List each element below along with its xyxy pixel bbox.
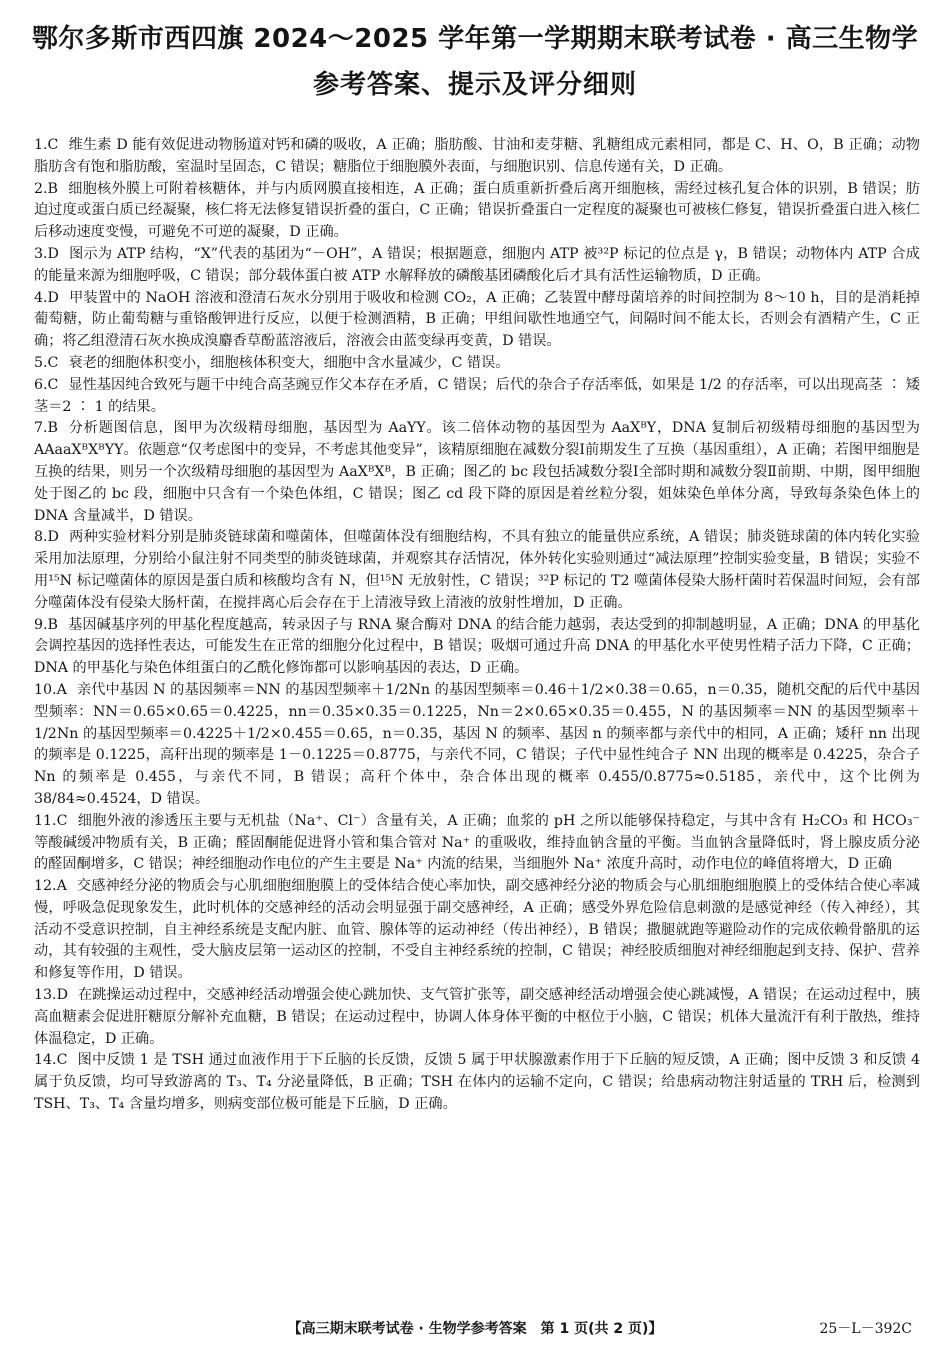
answer-key: C bbox=[47, 137, 59, 153]
answer-number: 10. bbox=[34, 681, 57, 698]
answer-explanation: 亲代中基因 N 的基因频率＝NN 的基因型频率＋1/2Nn 的基因型频率＝0.46＋1/2×0.38＝0.65，n＝0.35，随机交配的后代中基因型频率：NN＝0.65×0.65＝0.4225，nn＝0.35×0.35＝0.1225，Nn＝2×0.65×0.35＝0.455，N 的基因频率＝NN 的基因型频率＋1/2Nn 的基因型频率＝0.4225＋1/2×0.455＝0.65，n＝0.35，基因 N 的频率、基因 n 的频率都与亲代中的相同，A 正确；矮秆 nn 出现的频率是 0.1225，高秆出现的频率是 1－0.1225＝0.8775，与亲代不同，C 错误；子代中显性纯合子 NN 出现的概率是 0.4225，杂合子 Nn 的频率是 0.455，与亲代不同，B 错误；高秆个体中，杂合体出现的概率 0.455/0.8775≈0.5185，亲代中，这个比例为 38/84≈0.4524，D 错误。 bbox=[34, 681, 920, 807]
answer-item bbox=[34, 811, 920, 876]
answer-explanation: 甲装置中的 NaOH 溶液和澄清石灰水分别用于吸收和检测 CO₂，A 正确；乙装置中酵母菌培养的时间控制为 8～10 h，目的是消耗掉葡萄糖，防止葡萄糖与重铬酸钾进行反应，以便于检测酒精，B 正确；甲组间歇性地通空气，间隔时间不能太长，否则会有酒精产生，C 正确；将乙组澄清石灰水换成溴麝香草酚蓝溶液后，溶液会由蓝变绿再变黄，D 错误。 bbox=[34, 289, 920, 350]
answer-item bbox=[34, 179, 920, 244]
footer-page-label: 【高三期末联考试卷 · 生物学参考答案 第 1 页(共 2 页)】 bbox=[287, 1321, 663, 1337]
answer-explanation: 两种实验材料分别是肺炎链球菌和噬菌体，但噬菌体没有细胞结构，不具有独立的能量供应系统，A 错误；肺炎链球菌的体内转化实验采用加法原理，分别给小鼠注射不同类型的肺炎链球菌，并观察其存活情况，体外转化实验则通过“减法原理”控制实验变量，B 错误；实验不用¹⁵N 标记噬菌体的原因是蛋白质和核酸均含有 N，但¹⁵N 无放射性，C 错误；³²P 标记的 T2 噬菌体侵染大肠杆菌时若保温时间短，会有部分噬菌体没有侵染大肠杆菌，在搅拌离心后会存在于上清液导致上清液的放射性增加，D 正确。 bbox=[34, 529, 920, 611]
answer-item bbox=[34, 680, 920, 811]
answer-number: 13. bbox=[34, 987, 57, 1004]
answer-key: D bbox=[47, 289, 59, 306]
answer-number: 8. bbox=[34, 529, 48, 546]
answer-explanation: 基因碱基序列的甲基化程度越高，转录因子与 RNA 聚合酶对 DNA 的结合能力越弱，表达受到的抑制越明显，A 正确；DNA 的甲基化会调控基因的选择性表达，可能发生在正常的细胞分化过程中，B 错误；吸烟可通过升高 DNA 的甲基化水平使男性精子活力下降，C 正确；DNA 的甲基化与染色体组蛋白的乙酰化修饰都可以影响基因的表达，D 正确。 bbox=[34, 616, 920, 677]
answer-number: 7. bbox=[34, 420, 48, 437]
answer-key: D bbox=[56, 987, 68, 1004]
answer-key: D bbox=[47, 245, 59, 262]
answer-number: 3. bbox=[34, 245, 48, 262]
answer-item bbox=[34, 288, 920, 353]
answer-key: B bbox=[47, 420, 58, 437]
answer-item bbox=[34, 1050, 920, 1115]
answer-number: 1. bbox=[34, 137, 48, 153]
answer-key: D bbox=[47, 529, 59, 546]
answer-item bbox=[34, 527, 920, 614]
answer-number: 4. bbox=[34, 289, 48, 306]
answer-explanation: 细胞核外膜上可附着核糖体，并与内质网膜直接相连，A 正确；蛋白质重新折叠后离开细胞核，需经过核孔复合体的识别，B 错误；肪迫过度或蛋白质已经凝聚，核仁将无法修复错误折叠的蛋白，C 正确；错误折叠蛋白一定程度的凝聚也可被核仁修复，错误折叠蛋白进入核仁后移动速度变慢，可避免不可逆的凝聚，D 正确。 bbox=[34, 180, 920, 241]
answer-key: C bbox=[47, 354, 59, 371]
answer-explanation: 细胞外液的渗透压主要与无机盐（Na⁺、Cl⁻）含量有关，A 正确；血浆的 pH 之所以能够保持稳定，与其中含有 H₂CO₃ 和 HCO₃⁻ 等酸碱缓冲物质有关，B 正确；醛固酮能促进肾小管和集合管对 Na⁺ 的重吸收，维持血钠含量的平衡。当血钠含量降低时，肾上腺皮质分泌的醛固酮增多，C 错误；神经细胞动作电位的产生主要是 Na⁺ 内流的结果，当细胞外 Na⁺ 浓度升高时，动作电位的峰值将增大，D 正确 bbox=[34, 812, 920, 873]
answer-number: 12. bbox=[34, 878, 57, 895]
answer-explanation: 衰老的细胞体积变小，细胞核体积变大，细胞中含水量减少，C 错误。 bbox=[68, 354, 510, 371]
answer-list bbox=[34, 135, 920, 1116]
answer-explanation: 图中反馈 1 是 TSH 通过血液作用于下丘脑的长反馈，反馈 5 属于甲状腺激素作用于下丘脑的短反馈，A 正确；图中反馈 3 和反馈 4 属于负反馈，均可导致游离的 T₃、T₄ 分泌量降低，B 正确；TSH 在体内的运输不定向，C 错误；给患病动物注射适量的 TRH 后，检测到 TSH、T₃、T₄ 含量均增多，则病变部位极可能是下丘脑，D 正确。 bbox=[34, 1052, 920, 1113]
answer-explanation: 显性基因纯合致死与题干中纯合高茎豌豆作父本存在矛盾，C 错误；后代的杂合子存活率低，如果是 1/2 的存活率，可以出现高茎 ∶ 矮茎＝2 ∶ 1 的结果。 bbox=[34, 376, 920, 415]
answer-item bbox=[34, 244, 920, 288]
answer-explanation: 维生素 D 能有效促进动物肠道对钙和磷的吸收，A 正确；脂肪酸、甘油和麦芽糖、乳糖组成元素相同，都是 C、H、O，B 正确；动物脂肪含有饱和脂肪酸，室温时呈固态，C 错误；糖脂位于细胞膜外表面，与细胞识别、信息传递有关，D 正确。 bbox=[34, 137, 920, 175]
answer-explanation: 图示为 ATP 结构，“X”代表的基团为“－OH”，A 错误；根据题意，细胞内 ATP 被³²P 标记的位点是 γ，B 错误；动物体内 ATP 合成的能量来源为细胞呼吸，C 错误；部分载体蛋白被 ATP 水解释放的磷酸基团磷酸化后才具有活性运输物质，D 正确。 bbox=[34, 245, 920, 284]
answer-number: 5. bbox=[34, 354, 48, 371]
answer-item bbox=[34, 135, 920, 179]
answer-explanation: 在跳操运动过程中，交感神经活动增强会使心跳加快、支气管扩张等，副交感神经活动增强会使心跳减慢，A 错误；在运动过程中，胰高血糖素会促进肝糖原分解补充血糖，B 错误；在运动过程中，协调人体身体平衡的中枢位于小脑，C 错误；机体大量流汗有利于散热，维持体温稳定，D 正确。 bbox=[34, 987, 920, 1047]
answer-item bbox=[34, 985, 920, 1050]
answer-item bbox=[34, 353, 920, 375]
answer-item bbox=[34, 375, 920, 419]
answer-number: 14. bbox=[34, 1052, 57, 1069]
answer-key: B bbox=[47, 180, 58, 197]
answer-item bbox=[34, 418, 920, 527]
answer-key: A bbox=[56, 878, 67, 895]
answer-key: C bbox=[56, 1052, 68, 1069]
answer-item bbox=[34, 876, 920, 985]
answer-number: 2. bbox=[34, 180, 48, 197]
answer-item bbox=[34, 615, 920, 680]
answer-number: 6. bbox=[34, 376, 48, 393]
answer-number: 9. bbox=[34, 616, 48, 633]
answer-explanation: 分析题图信息，图甲为次级精母细胞，基因型为 AaYY。该二倍体动物的基因型为 AaXᴮY，DNA 复制后初级精母细胞的基因型为 AAaaXᴮXᴮYY。依题意“仅考虑图中的变异，不考虑其他变异”，该精原细胞在减数分裂Ⅰ前期发生了互换（基因重组），A 正确；若图甲细胞是互换的结果，则另一个次级精母细胞的基因型为 AaXᴮXᴮ，B 正确；图乙的 bc 段包括减数分裂Ⅰ全部时期和减数分裂Ⅱ前期、中期，图甲细胞处于图乙的 bc 段，细胞中只含有一个染色体组，C 错误；图乙 cd 段下降的原因是着丝粒分裂，姐妹染色单体分离，导致每条染色体上的 DNA 含量减半，D 错误。 bbox=[34, 420, 920, 524]
answer-key: A bbox=[56, 681, 67, 698]
answer-explanation: 交感神经分泌的物质会与心肌细胞细胞膜上的受体结合使心率加快，副交感神经分泌的物质会与心肌细胞细胞膜上的受体结合使心率减慢，呼吸急促现象发生，此时机体的交感神经的活动会明显强于副交感神经，A 正确；感受外界危险信息刺激的是感觉神经（传入神经），其活动不受意识控制，自主神经系统是支配内脏、血管、腺体等的运动神经（传出神经），B 错误；撒腿就跑等避险动作的完成依赖骨骼肌的运动，其有较强的主观性，受大脑皮层第一运动区的控制，不受自主神经系统的控制，C 错误；神经胶质细胞对神经细胞起到支持、保护、营养和修复等作用，D 错误。 bbox=[34, 878, 920, 982]
answer-number: 11. bbox=[34, 812, 57, 829]
answer-key: C bbox=[56, 812, 68, 829]
answer-key: B bbox=[47, 616, 58, 633]
footer-code: 25－L－392C bbox=[819, 1321, 912, 1337]
document-subtitle: 参考答案、提示及评分细则 bbox=[312, 70, 637, 100]
document-title: 鄂尔多斯市西四旗 2024～2025 学年第一学期期末联考试卷 · 高三生物学 bbox=[31, 24, 919, 54]
answer-key: C bbox=[47, 376, 59, 393]
